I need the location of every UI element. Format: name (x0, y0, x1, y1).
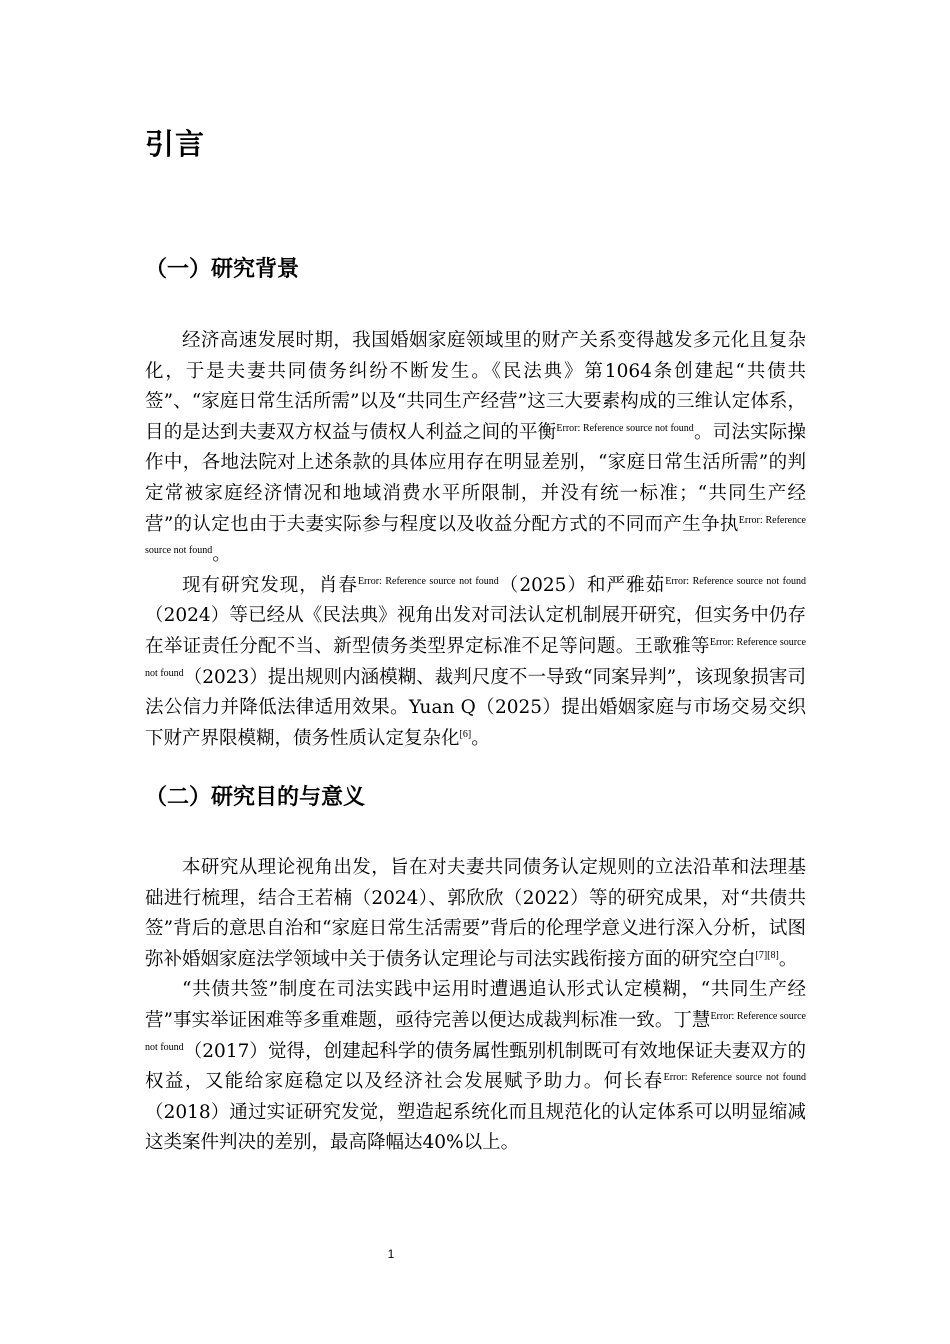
paragraph-text: 。 (778, 948, 798, 970)
citation-reference: Error: Reference source not found (145, 636, 806, 679)
section-body-background (145, 326, 806, 754)
citation-reference: Error: Reference source not found (556, 422, 694, 434)
section-heading-purpose: （二）研究目的与意义 (145, 785, 366, 810)
paragraph-text: 本研究从理论视角出发，旨在对夫妻共同债务认定规则的立法沿革和法理基础进行梳理，结合王若楠（2024）、郭欣欣（2022）等的研究成果，对“共债共签”背后的意思自治和“家庭日常生活需要”背后的伦理学意义进行深入分析，试图弥补婚姻家庭法学领域中关于债务认定理论与司法实践衔接方面的研究空白 (145, 857, 806, 970)
paragraph-text: 。司法实际操作中，各地法院对上述条款的具体应用存在明显差别，“家庭日常生活所需”的判定常被家庭经济情况和地域消费水平所限制，并没有统一标准；“共同生产经营”的认定也由于夫妻实际参与程度以及收益分配方式的不同而产生争执 (145, 421, 806, 535)
page-title: 引言 (145, 127, 206, 161)
section-body-purpose (145, 853, 806, 1159)
paragraph (145, 326, 806, 571)
citation-reference: [7][8] (755, 949, 779, 961)
page-number: 1 (387, 1247, 395, 1261)
citation-reference: Error: Reference source not found (663, 1072, 806, 1084)
paragraph-text: 现有研究发现，肖春 (182, 574, 358, 596)
paragraph-text: 经济高速发展时期，我国婚姻家庭领域里的财产关系变得越发多元化且复杂化，于是夫妻共同债务纠纷不断发生。《民法典》第1064条创建起“共债共签”、“家庭日常生活所需”以及“共同生产经营”这三大要素构成的三维认定体系，目的是达到夫妻双方权益与债权人利益之间的平衡 (145, 330, 806, 443)
citation-reference: Error: Reference source not found (357, 575, 499, 587)
citation-reference: Error: Reference source not found (665, 575, 806, 587)
paragraph-text: （2024）等已经从《民法典》视角出发对司法认定机制展开研究，但实务中仍存在举证责任分配不当、新型债务类型界定标准不足等问题。王歌雅等 (145, 605, 806, 657)
paragraph (145, 571, 806, 755)
citation-reference: Error: Reference source not found (145, 1010, 806, 1053)
citation-reference: [6] (459, 728, 472, 740)
paragraph-text: （2025）和严雅茹 (498, 574, 666, 596)
citation-reference: Error: Reference source not found (145, 514, 806, 557)
paragraph-text: （2023）提出规则内涵模糊、裁判尺度不一导致“同案异判”，该现象损害司法公信力并降低法律适用效果。Yuan Q（2025）提出婚姻家庭与市场交易交织下财产界限模糊，债务性质认定复杂化 (145, 666, 807, 749)
paragraph-text: （2017）觉得，创建起科学的债务属性甄别机制既可有效地保证夫妻双方的权益，又能给家庭稳定以及经济社会发展赋予助力。何长春 (145, 1040, 806, 1093)
paragraph-text: 。 (471, 727, 490, 749)
section-heading-background: （一）研究背景 (145, 257, 300, 282)
paragraph-text: （2018）通过实证研究发觉，塑造起系统化而且规范化的认定体系可以明显缩减这类案件判决的差别，最高降幅达40%以上。 (145, 1101, 806, 1154)
paragraph (145, 853, 806, 975)
paragraph-text: “共债共签”制度在司法实践中运用时遭遇追认形式认定模糊，“共同生产经营”事实举证困难等多重难题，亟待完善以便达成裁判标准一致。丁慧 (145, 979, 806, 1031)
paragraph (145, 975, 806, 1159)
paragraph-text: 。 (212, 544, 231, 566)
